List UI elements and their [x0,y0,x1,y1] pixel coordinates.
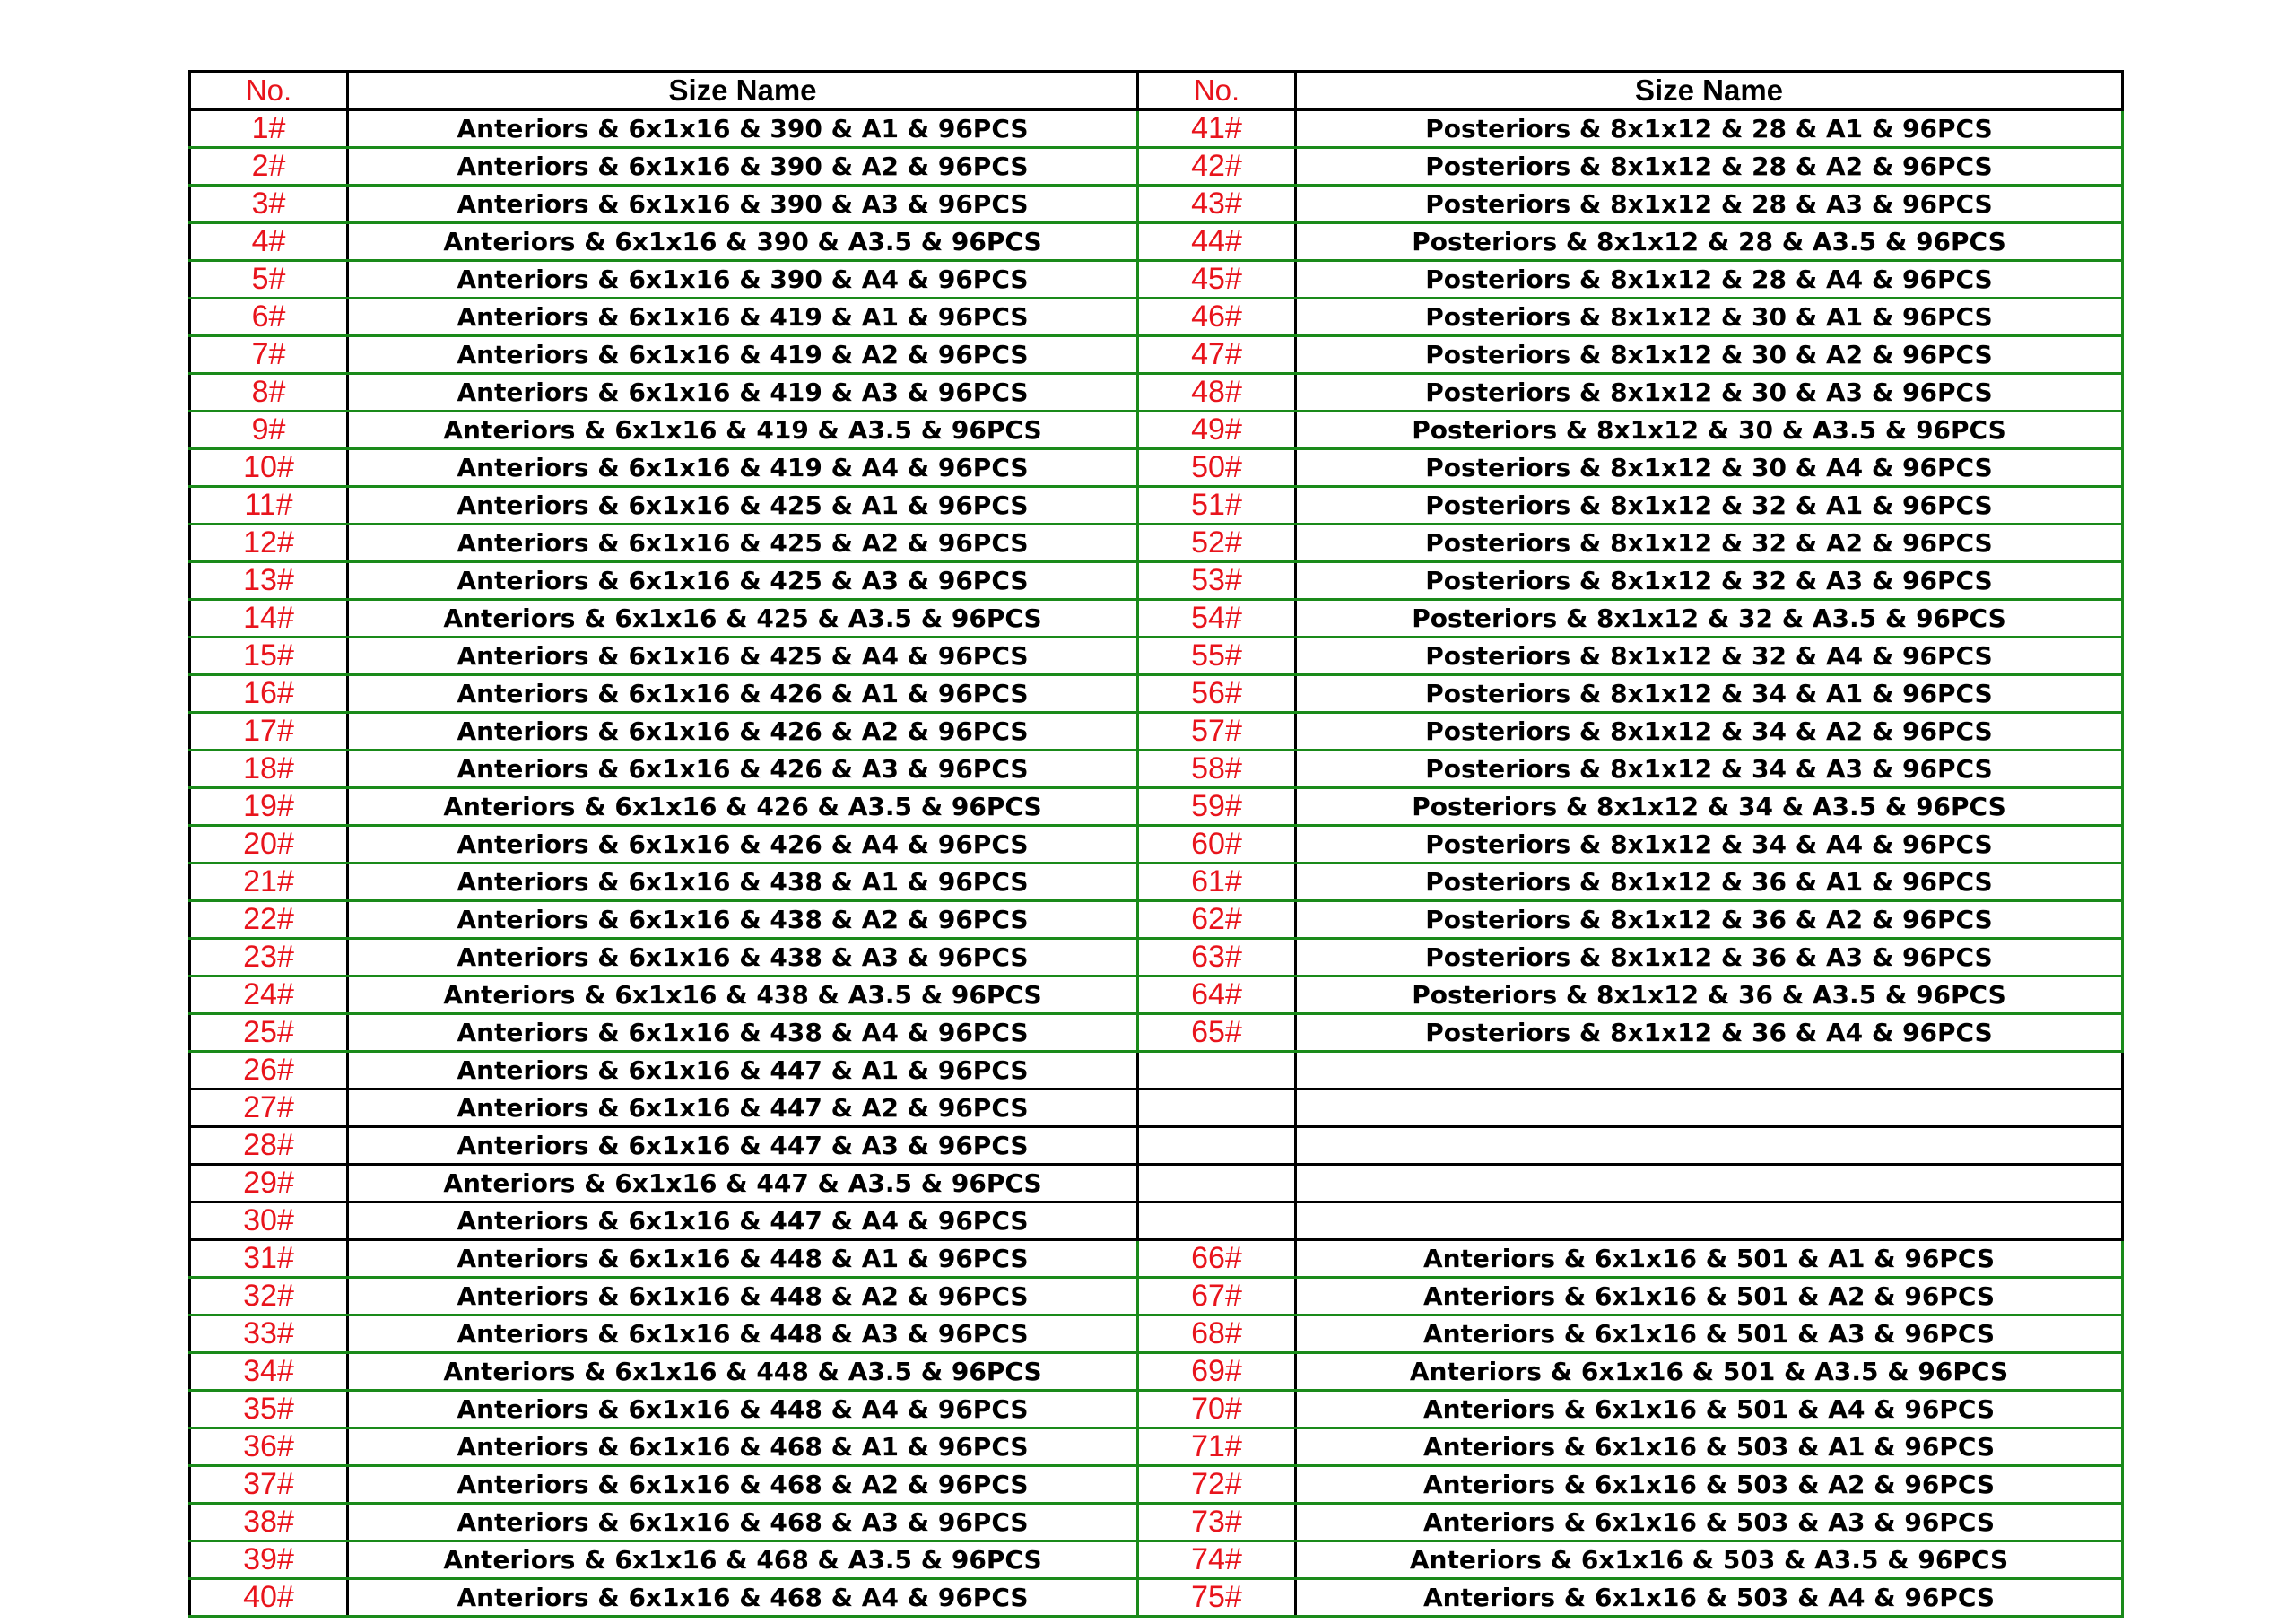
left-number-cell: 33# [190,1315,348,1353]
left-number-cell: 34# [190,1353,348,1391]
left-number-cell: 19# [190,788,348,826]
right-size-name-cell: Posteriors & 8x1x12 & 36 & A2 & 96PCS [1296,901,2123,939]
table-row [190,864,2123,901]
left-number-cell: 1# [190,110,348,148]
table-row [190,976,2123,1014]
left-number-cell: 30# [190,1202,348,1240]
right-size-name-cell: Anteriors & 6x1x16 & 501 & A4 & 96PCS [1296,1391,2123,1428]
left-size-name-cell: Anteriors & 6x1x16 & 447 & A3.5 & 96PCS [348,1165,1138,1202]
right-size-name-cell: Posteriors & 8x1x12 & 36 & A4 & 96PCS [1296,1014,2123,1052]
left-size-name-cell: Anteriors & 6x1x16 & 447 & A1 & 96PCS [348,1052,1138,1089]
right-size-name-cell: Posteriors & 8x1x12 & 32 & A2 & 96PCS [1296,525,2123,562]
left-number-cell: 21# [190,864,348,901]
header-row [190,72,2123,110]
table-row [190,336,2123,374]
right-size-name-cell: Anteriors & 6x1x16 & 503 & A3 & 96PCS [1296,1504,2123,1541]
right-size-name-cell: Anteriors & 6x1x16 & 501 & A3.5 & 96PCS [1296,1353,2123,1391]
left-number-cell: 12# [190,525,348,562]
right-number-cell [1138,1165,1296,1202]
right-size-name-cell [1296,1202,2123,1240]
left-number-cell: 31# [190,1240,348,1278]
right-number-cell [1138,1202,1296,1240]
right-size-name-cell [1296,1052,2123,1089]
right-size-name-cell: Anteriors & 6x1x16 & 503 & A1 & 96PCS [1296,1428,2123,1466]
right-size-name-cell: Posteriors & 8x1x12 & 34 & A3.5 & 96PCS [1296,788,2123,826]
table-row [190,600,2123,638]
right-size-name-cell: Posteriors & 8x1x12 & 30 & A2 & 96PCS [1296,336,2123,374]
left-size-name-cell: Anteriors & 6x1x16 & 426 & A3.5 & 96PCS [348,788,1138,826]
left-size-name-cell: Anteriors & 6x1x16 & 425 & A4 & 96PCS [348,638,1138,675]
left-number-cell: 20# [190,826,348,864]
right-size-name-cell: Anteriors & 6x1x16 & 501 & A3 & 96PCS [1296,1315,2123,1353]
left-size-name-cell: Anteriors & 6x1x16 & 425 & A1 & 96PCS [348,487,1138,525]
table-row [190,148,2123,186]
left-number-cell: 9# [190,412,348,449]
right-number-cell: 65# [1138,1014,1296,1052]
left-number-cell: 10# [190,449,348,487]
left-size-name-cell: Anteriors & 6x1x16 & 448 & A3.5 & 96PCS [348,1353,1138,1391]
left-size-name-cell: Anteriors & 6x1x16 & 448 & A4 & 96PCS [348,1391,1138,1428]
right-number-cell: 44# [1138,223,1296,261]
left-number-cell: 16# [190,675,348,713]
right-number-cell: 74# [1138,1541,1296,1579]
table-row [190,1504,2123,1541]
left-number-cell: 15# [190,638,348,675]
left-number-cell: 22# [190,901,348,939]
left-number-cell: 40# [190,1579,348,1617]
table-row [190,901,2123,939]
right-number-cell: 64# [1138,976,1296,1014]
table-row [190,374,2123,412]
left-number-cell: 18# [190,751,348,788]
left-size-name-cell: Anteriors & 6x1x16 & 426 & A1 & 96PCS [348,675,1138,713]
right-number-cell: 66# [1138,1240,1296,1278]
right-number-cell: 59# [1138,788,1296,826]
left-number-cell: 4# [190,223,348,261]
left-number-cell: 5# [190,261,348,299]
left-size-name-cell: Anteriors & 6x1x16 & 468 & A2 & 96PCS [348,1466,1138,1504]
left-number-cell: 8# [190,374,348,412]
left-size-name-cell: Anteriors & 6x1x16 & 390 & A2 & 96PCS [348,148,1138,186]
right-size-name-cell: Anteriors & 6x1x16 & 503 & A2 & 96PCS [1296,1466,2123,1504]
left-number-cell: 23# [190,939,348,976]
table-row [190,638,2123,675]
header-size-name-left: Size Name [348,72,1138,110]
table-row [190,110,2123,148]
left-number-cell: 2# [190,148,348,186]
right-number-cell: 73# [1138,1504,1296,1541]
right-number-cell: 61# [1138,864,1296,901]
table-row [190,412,2123,449]
right-size-name-cell: Posteriors & 8x1x12 & 30 & A4 & 96PCS [1296,449,2123,487]
right-size-name-cell: Posteriors & 8x1x12 & 28 & A3 & 96PCS [1296,186,2123,223]
table-row [190,1052,2123,1089]
table-row [190,788,2123,826]
left-number-cell: 39# [190,1541,348,1579]
right-number-cell: 43# [1138,186,1296,223]
left-size-name-cell: Anteriors & 6x1x16 & 438 & A3.5 & 96PCS [348,976,1138,1014]
right-size-name-cell: Anteriors & 6x1x16 & 503 & A4 & 96PCS [1296,1579,2123,1617]
table-row [190,713,2123,751]
right-size-name-cell: Posteriors & 8x1x12 & 34 & A3 & 96PCS [1296,751,2123,788]
right-size-name-cell [1296,1089,2123,1127]
header-size-name-right: Size Name [1296,72,2123,110]
right-size-name-cell [1296,1165,2123,1202]
right-size-name-cell: Posteriors & 8x1x12 & 36 & A3.5 & 96PCS [1296,976,2123,1014]
table-row [190,1541,2123,1579]
table-row [190,1391,2123,1428]
left-size-name-cell: Anteriors & 6x1x16 & 419 & A1 & 96PCS [348,299,1138,336]
right-number-cell: 60# [1138,826,1296,864]
left-size-name-cell: Anteriors & 6x1x16 & 425 & A3.5 & 96PCS [348,600,1138,638]
right-number-cell: 63# [1138,939,1296,976]
left-number-cell: 11# [190,487,348,525]
right-number-cell: 56# [1138,675,1296,713]
right-size-name-cell: Posteriors & 8x1x12 & 32 & A4 & 96PCS [1296,638,2123,675]
left-number-cell: 38# [190,1504,348,1541]
left-size-name-cell: Anteriors & 6x1x16 & 419 & A4 & 96PCS [348,449,1138,487]
left-size-name-cell: Anteriors & 6x1x16 & 390 & A3.5 & 96PCS [348,223,1138,261]
left-number-cell: 6# [190,299,348,336]
table-row [190,1240,2123,1278]
right-size-name-cell: Posteriors & 8x1x12 & 28 & A2 & 96PCS [1296,148,2123,186]
right-number-cell: 45# [1138,261,1296,299]
left-size-name-cell: Anteriors & 6x1x16 & 419 & A3.5 & 96PCS [348,412,1138,449]
table-row [190,1278,2123,1315]
table-row [190,299,2123,336]
right-number-cell: 52# [1138,525,1296,562]
right-number-cell: 42# [1138,148,1296,186]
left-size-name-cell: Anteriors & 6x1x16 & 438 & A3 & 96PCS [348,939,1138,976]
left-number-cell: 14# [190,600,348,638]
table-row [190,1202,2123,1240]
right-number-cell: 41# [1138,110,1296,148]
right-number-cell: 71# [1138,1428,1296,1466]
table-row [190,826,2123,864]
right-size-name-cell: Posteriors & 8x1x12 & 34 & A2 & 96PCS [1296,713,2123,751]
right-size-name-cell: Posteriors & 8x1x12 & 28 & A4 & 96PCS [1296,261,2123,299]
table-row [190,261,2123,299]
right-number-cell [1138,1052,1296,1089]
right-size-name-cell: Posteriors & 8x1x12 & 32 & A3 & 96PCS [1296,562,2123,600]
left-number-cell: 36# [190,1428,348,1466]
left-size-name-cell: Anteriors & 6x1x16 & 390 & A4 & 96PCS [348,261,1138,299]
left-size-name-cell: Anteriors & 6x1x16 & 468 & A3.5 & 96PCS [348,1541,1138,1579]
right-number-cell: 70# [1138,1391,1296,1428]
right-size-name-cell: Posteriors & 8x1x12 & 28 & A1 & 96PCS [1296,110,2123,148]
left-number-cell: 28# [190,1127,348,1165]
left-size-name-cell: Anteriors & 6x1x16 & 426 & A2 & 96PCS [348,713,1138,751]
left-size-name-cell: Anteriors & 6x1x16 & 438 & A2 & 96PCS [348,901,1138,939]
left-number-cell: 24# [190,976,348,1014]
right-size-name-cell: Posteriors & 8x1x12 & 36 & A3 & 96PCS [1296,939,2123,976]
left-size-name-cell: Anteriors & 6x1x16 & 447 & A4 & 96PCS [348,1202,1138,1240]
left-number-cell: 32# [190,1278,348,1315]
left-size-name-cell: Anteriors & 6x1x16 & 425 & A3 & 96PCS [348,562,1138,600]
left-number-cell: 17# [190,713,348,751]
left-size-name-cell: Anteriors & 6x1x16 & 426 & A4 & 96PCS [348,826,1138,864]
right-size-name-cell: Posteriors & 8x1x12 & 34 & A1 & 96PCS [1296,675,2123,713]
table-row [190,1353,2123,1391]
right-number-cell: 46# [1138,299,1296,336]
table-row [190,1014,2123,1052]
right-size-name-cell: Posteriors & 8x1x12 & 32 & A3.5 & 96PCS [1296,600,2123,638]
left-size-name-cell: Anteriors & 6x1x16 & 468 & A3 & 96PCS [348,1504,1138,1541]
right-size-name-cell [1296,1127,2123,1165]
left-size-name-cell: Anteriors & 6x1x16 & 438 & A4 & 96PCS [348,1014,1138,1052]
table-row [190,675,2123,713]
table-row [190,186,2123,223]
table-row [190,1428,2123,1466]
right-size-name-cell: Posteriors & 8x1x12 & 36 & A1 & 96PCS [1296,864,2123,901]
left-number-cell: 7# [190,336,348,374]
table-row [190,223,2123,261]
left-number-cell: 3# [190,186,348,223]
right-size-name-cell: Posteriors & 8x1x12 & 30 & A1 & 96PCS [1296,299,2123,336]
right-size-name-cell: Anteriors & 6x1x16 & 503 & A3.5 & 96PCS [1296,1541,2123,1579]
table-row [190,1315,2123,1353]
left-size-name-cell: Anteriors & 6x1x16 & 448 & A2 & 96PCS [348,1278,1138,1315]
left-size-name-cell: Anteriors & 6x1x16 & 425 & A2 & 96PCS [348,525,1138,562]
right-number-cell: 58# [1138,751,1296,788]
table-row [190,1127,2123,1165]
left-size-name-cell: Anteriors & 6x1x16 & 468 & A4 & 96PCS [348,1579,1138,1617]
right-size-name-cell: Posteriors & 8x1x12 & 34 & A4 & 96PCS [1296,826,2123,864]
right-number-cell: 67# [1138,1278,1296,1315]
left-size-name-cell: Anteriors & 6x1x16 & 448 & A1 & 96PCS [348,1240,1138,1278]
right-number-cell: 49# [1138,412,1296,449]
left-number-cell: 13# [190,562,348,600]
right-number-cell: 57# [1138,713,1296,751]
left-size-name-cell: Anteriors & 6x1x16 & 419 & A2 & 96PCS [348,336,1138,374]
table-body [190,110,2123,1617]
right-size-name-cell: Posteriors & 8x1x12 & 28 & A3.5 & 96PCS [1296,223,2123,261]
header-no-left: No. [190,72,348,110]
right-size-name-cell: Posteriors & 8x1x12 & 30 & A3.5 & 96PCS [1296,412,2123,449]
right-size-name-cell: Posteriors & 8x1x12 & 30 & A3 & 96PCS [1296,374,2123,412]
right-number-cell: 48# [1138,374,1296,412]
right-number-cell: 50# [1138,449,1296,487]
left-number-cell: 37# [190,1466,348,1504]
right-number-cell: 75# [1138,1579,1296,1617]
right-number-cell: 51# [1138,487,1296,525]
right-number-cell: 68# [1138,1315,1296,1353]
left-number-cell: 27# [190,1089,348,1127]
right-number-cell [1138,1127,1296,1165]
left-number-cell: 35# [190,1391,348,1428]
left-size-name-cell: Anteriors & 6x1x16 & 447 & A3 & 96PCS [348,1127,1138,1165]
right-number-cell [1138,1089,1296,1127]
table-row [190,449,2123,487]
left-size-name-cell: Anteriors & 6x1x16 & 390 & A1 & 96PCS [348,110,1138,148]
left-size-name-cell: Anteriors & 6x1x16 & 419 & A3 & 96PCS [348,374,1138,412]
right-number-cell: 47# [1138,336,1296,374]
table-row [190,1579,2123,1617]
left-number-cell: 29# [190,1165,348,1202]
right-size-name-cell: Posteriors & 8x1x12 & 32 & A1 & 96PCS [1296,487,2123,525]
header-no-right: No. [1138,72,1296,110]
table-row [190,487,2123,525]
table-row [190,1466,2123,1504]
left-size-name-cell: Anteriors & 6x1x16 & 468 & A1 & 96PCS [348,1428,1138,1466]
right-number-cell: 69# [1138,1353,1296,1391]
right-size-name-cell: Anteriors & 6x1x16 & 501 & A1 & 96PCS [1296,1240,2123,1278]
right-number-cell: 55# [1138,638,1296,675]
left-size-name-cell: Anteriors & 6x1x16 & 447 & A2 & 96PCS [348,1089,1138,1127]
left-number-cell: 26# [190,1052,348,1089]
right-number-cell: 54# [1138,600,1296,638]
right-number-cell: 72# [1138,1466,1296,1504]
table-row [190,939,2123,976]
table-row [190,562,2123,600]
left-number-cell: 25# [190,1014,348,1052]
table-row [190,1165,2123,1202]
left-size-name-cell: Anteriors & 6x1x16 & 426 & A3 & 96PCS [348,751,1138,788]
right-number-cell: 62# [1138,901,1296,939]
left-size-name-cell: Anteriors & 6x1x16 & 390 & A3 & 96PCS [348,186,1138,223]
left-size-name-cell: Anteriors & 6x1x16 & 448 & A3 & 96PCS [348,1315,1138,1353]
left-size-name-cell: Anteriors & 6x1x16 & 438 & A1 & 96PCS [348,864,1138,901]
table-row [190,525,2123,562]
right-number-cell: 53# [1138,562,1296,600]
table-row [190,1089,2123,1127]
size-table [188,70,2124,1618]
table-row [190,751,2123,788]
table-header [190,72,2123,110]
right-size-name-cell: Anteriors & 6x1x16 & 501 & A2 & 96PCS [1296,1278,2123,1315]
